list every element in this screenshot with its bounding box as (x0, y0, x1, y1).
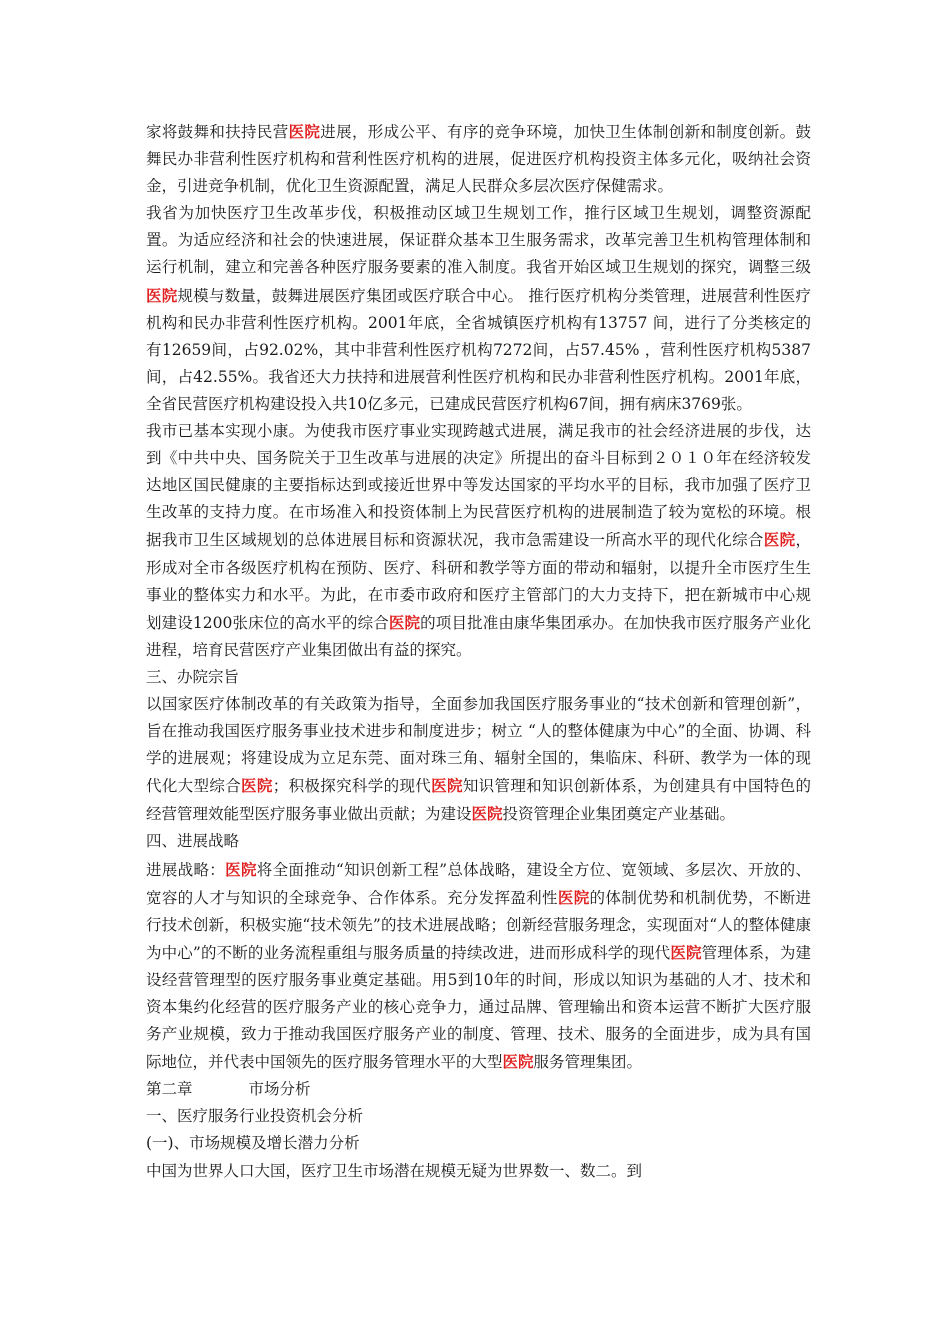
text-run: 家将鼓舞和扶持民营 (146, 123, 289, 141)
paragraph (146, 856, 811, 1077)
paragraph (146, 200, 811, 418)
text-run: 服务管理集团。 (533, 1053, 643, 1072)
highlighted-keyword: 医院 (225, 859, 257, 879)
text-run: 规模与数量，鼓舞进展医疗集团或医疗联合中心。 推行医疗机构分类管理，进展营利性医疗机构和民办非营利性医疗机构。2001年底，全省城镇医疗机构有13757 间，进行了分类核定的有12659间，占92.02%，其中非营利性医疗机构7272间，占57.45% ，营利性医疗机构5387间，占42.55%。我省还大力扶持和进展营利性医疗机构和民办非营利性医疗机构。2001年底，全省民营医疗机构建设投入共10亿多元，已建成民营医疗机构67间，拥有病床3769张。 (146, 286, 811, 413)
highlighted-keyword: 医院 (557, 887, 590, 907)
text-run: ；积极探究科学的现代 (272, 777, 432, 796)
text-run: 进展，形成公平、有序的竞争环境，加快卫生体制创新和制度创新。鼓舞民办非营利性医疗机构和营利性医疗机构的进展，促进医疗机构投资主体多元化，吸纳社会资金，引进竞争机制，优化卫生资源配置，满足人民群众多层次医疗保健需求。 (146, 123, 811, 196)
paragraph-market-size: 中国为世界人口大国，医疗卫生市场潜在规模无疑为世界数一、数二。到 (146, 1161, 643, 1180)
text-run: 我省为加快医疗卫生改革步伐，积极推动区域卫生规划工作，推行区域卫生规划，调整资源配置。为适应经济和社会的快速进展，保证群众基本卫生服务需求，改革完善卫生机构管理体制和运行机制，建立和完善各种医疗服务要素的准入制度。我省开始区域卫生规划的探究，调整三级 (146, 204, 811, 277)
highlighted-keyword: 医院 (241, 776, 273, 796)
text-run: 的项目批准由康华集团承办。在加快我市医疗服务产业化进程，培育民营医疗产业集团做出有益的探究。 (146, 613, 811, 659)
chapter-number: 第二章 (146, 1080, 193, 1099)
highlighted-keyword: 医院 (763, 530, 796, 550)
highlighted-keyword: 医院 (388, 612, 421, 632)
paragraph (146, 418, 811, 664)
paragraph (146, 691, 811, 828)
chapter-title: 市场分析 (248, 1080, 311, 1099)
highlighted-keyword: 医院 (288, 122, 321, 141)
text-run: 以国家医疗体制改革的有关政策为指导，全面参加我国医疗服务事业的“技术创新和管理创新”，旨在推动我国医疗服务事业技术进步和制度进步；树立 “人的整体健康为中心”的全面、协调、科学的进展观；将建设成为立足东莞、面对珠三角、辐射全国的，集临床、科研、教学为一体的现代化大型综合 (146, 694, 811, 796)
text-run: 知识管理和知识创新体系，为创建具有中国特色的经营管理效能型医疗服务事业做出贡献；为建设 (146, 777, 811, 824)
text-run: 管理体系，为建设经营管理型的医疗服务事业奠定基础。用5到10年的时间，形成以知识为基础的人才、技术和资本集约化经营的医疗服务产业的核心竞争力，通过品牌、管理输出和资本运营不断扩大医疗服务产业规模，致力于推动我国医疗服务产业的制度、管理、技术、服务的全面进步，成为具有国际地位，并代表中国领先的医疗服务管理水平的大型 (146, 943, 811, 1072)
paragraph-group (146, 118, 811, 1076)
paragraph (146, 118, 811, 200)
text-run: 的体制优势和机制优势，不断进行技术创新，积极实施“技术领先”的技术进展战略；创新经营服务理念，实现面对“人的整体健康为中心”的不断的业务流程重组与服务质量的持续改进，进而形成科学的现代 (146, 888, 811, 962)
text-run: 将全面推动“知识创新工程”总体战略，建设全方位、宽领域、多层次、开放的、宽容的人才与知识的全球竞争、合作体系。充分发挥盈利性 (146, 860, 811, 907)
highlighted-keyword: 医院 (670, 942, 702, 962)
text-run: 四、进展战略 (146, 832, 240, 851)
text-run: 进展战略： (146, 860, 226, 879)
chapter-heading (146, 1076, 811, 1103)
section-heading: 一、医疗服务行业投资机会分析 (146, 1107, 364, 1126)
section-heading (146, 828, 811, 855)
subsection-heading: (一)、市场规模及增长潜力分析 (146, 1134, 360, 1153)
document-body (146, 118, 811, 1185)
section-heading (146, 664, 811, 691)
highlighted-keyword: 医院 (471, 804, 503, 824)
text-run: 投资管理企业集团奠定产业基础。 (502, 805, 736, 824)
highlighted-keyword: 医院 (502, 1052, 534, 1072)
text-run: ，形成对全市各级医疗机构在预防、医疗、科研和教学等方面的带动和辐射，以提升全市医疗生生事业的整体实力和水平。为此，在市委市政府和医疗主管部门的大力支持下，把在新城市中心规划建设1200张床位的高水平的综合 (146, 531, 811, 632)
text-run: 三、办院宗旨 (146, 667, 240, 686)
highlighted-keyword: 医院 (431, 776, 463, 796)
text-run: 我市已基本实现小康。为使我市医疗事业实现跨越式进展，满足我市的社会经济进展的步伐，达到《中共中央、国务院关于卫生改革与进展的决定》所提出的奋斗目标到２０１０年在经济较发达地区国民健康的主要指标达到或接近世界中等发达国家的平均水平的目标，我市加强了医疗卫生改革的支持力度。在市场准入和投资体制上为民营医疗机构的进展制造了较为宽松的环境。根据我市卫生区域规划的总体进展目标和资源状况，我市急需建设一所高水平的现代化综合 (146, 422, 811, 550)
highlighted-keyword: 医院 (146, 285, 178, 305)
